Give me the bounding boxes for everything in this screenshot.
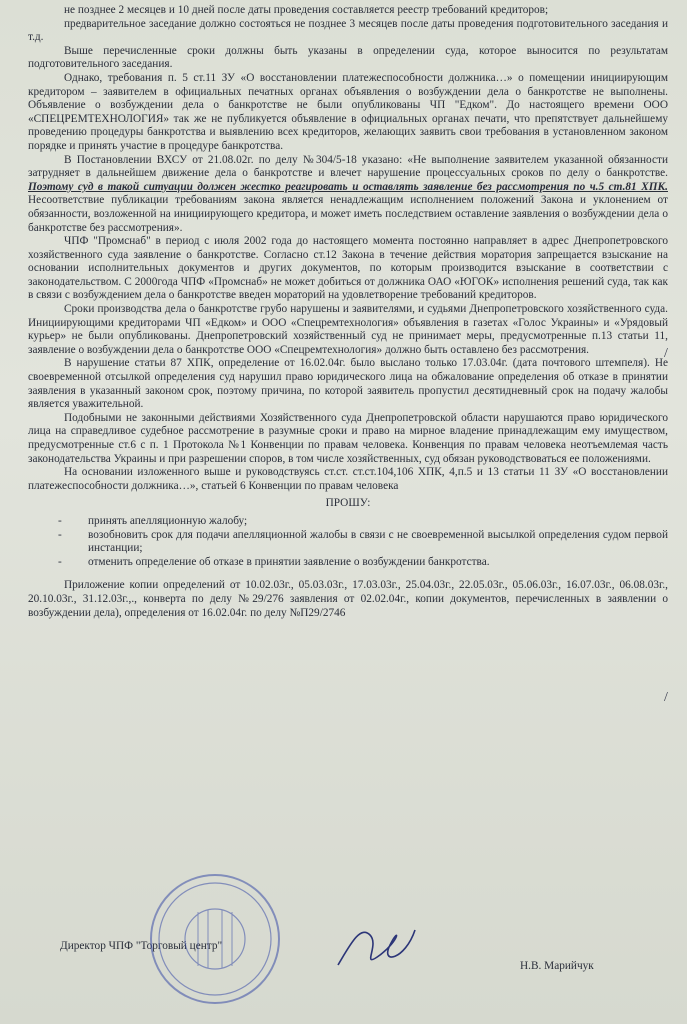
paragraph: не позднее 2 месяцев и 10 дней после даты проведения составляется реестр требований кредиторов;	[64, 4, 549, 16]
request-item: - отменить определение об отказе в принятии заявление о возбуждении банкротства.	[58, 556, 668, 570]
paragraph: В нарушение статьи 87 ХПК, определение от 16.02.04г. было выслано только 17.03.04г. (дата почтового штемпеля). Не своевременной отсылкой определения суд нарушил право юридического лица на обжалование определения об отказе в принятии заявления в указанный законом срок, поэтому причина, по которой заявитель пропустил десятидневный срок на подачу жалобы является уважительной.	[28, 357, 668, 411]
handwritten-signature-icon	[330, 915, 420, 975]
request-heading: ПРОШУ:	[325, 497, 371, 510]
margin-mark: /	[664, 690, 668, 705]
paragraph: Выше перечисленные сроки должны быть указаны в определении суда, которое выносится по результатам подготовительного заседания.	[28, 44, 668, 71]
signatory-name: Н.В. Марийчук	[520, 960, 594, 972]
paragraph: На основании изложенного выше и руководствуясь ст.ст. ст.ст.104,106 ХПК, 4,п.5 и 13 статьи 11 ЗУ «О восстановлении платежеспособности должника…», статьей 6 Конвенции по правам человека	[28, 466, 668, 492]
request-item: - принять апелляционную жалобу;	[58, 515, 668, 529]
paragraph: предварительное заседание должно состояться не позднее 3 месяцев после даты проведения подготовительного заседания и т.д.	[28, 17, 668, 44]
margin-mark: /	[664, 346, 668, 361]
emphasized-quote: Поэтому суд в такой ситуации должен жестко реагировать и оставлять заявление без рассмотрения по ч.5 ст.81 ХПК.	[28, 180, 668, 193]
attachments: Приложение копии определений от 10.02.03г., 05.03.03г., 17.03.03г., 25.04.03г., 22.05.03г., 05.06.03г., 16.07.03г., 06.08.03г., 20.10.03г., 31.12.03г.,., конверта по делу №29/276 заявления от 02.02.04г., копии документов, перечисленных в заявлении о возбуждении дела), определения от 16.02.04г. по делу №П29/2746	[28, 579, 668, 619]
round-stamp-icon	[148, 872, 282, 1006]
paragraph: Подобными не законными действиями Хозяйственного суда Днепропетровской области нарушаются право юридического лица на справедливое судебное рассмотрение в разумные сроки и право на мирное владение принадлежащим ему имуществом, предусмотренные ст.6 с п. 1 Протокола №1 Конвенции по правам человека. Конвенция по правам человека неотъемлемая часть законодательства Украины и при разрешении споров, в том числе хозяйственных, суд обязан руководствоваться ее положениями.	[28, 411, 668, 465]
paragraph-vxsu-ruling	[28, 154, 668, 236]
paragraph: Сроки производства дела о банкротстве грубо нарушены и заявителями, и судьями Днепропетровского хозяйственного суда. Инициирующими кредиторами ЧП «Едком» и ООО «Спецремтехнология» объявления в газетах «Голос Украины» и «Урядовый курьер» не были опубликованы. Днепропетровский хозяйственный суд не принимает меры, предусмотренные п.13 статьи 11, заявление о возбуждении дела о банкротстве ООО «Спецремтехнология» должно быть оставлено без рассмотрения.	[28, 303, 668, 356]
document-body	[28, 4, 668, 620]
paragraph: Однако, требования п. 5 ст.11 ЗУ «О восстановлении платежеспособности должника…» о помещении инициирующим кредитором – заявителем в официальных печатных органах объявления о возбуждении дела о банкротстве не выполнены. Объявление о возбуждении дела о банкротстве не были опубликованы ЧП "Едком". До настоящего времени ООО «СПЕЦРЕМТЕХНОЛОГИЯ» так же не публикуется объявление в официальных органах печати, что препятствует дальнейшему проведению процедуры банкротства и выявлению всех кредиторов, желающих заявить свои требования в установленном законом порядке и принять участие в процедуре банкротства.	[28, 71, 668, 152]
quote-text: Несоответствие публикации требованиям закона является ненадлежащим исполнением положений Закона и уклонением от обязанности, возложенной на инициирующего кредитора, и может иметь последствием оставление заявления о возбуждении дела о банкротстве без рассмотрения».	[28, 194, 668, 234]
paragraph: ЧПФ "Промснаб" в период с июля 2002 года до настоящего момента постоянно направляет в адрес Днепропетровского хозяйственного суда заявление о банкротстве. Согласно ст.12 Закона в течение действия моратория запрещается взыскание на основании исполнительных документов и других документов, по которым производится взыскание в соответствии с законодательством. С 2000года ЧПФ «Промснаб» не может добиться от должника ОАО «ЮГОК» исполнения решений суда, так как в связи с возбуждением дела о банкротстве введен мораторий на удовлетворение требований кредиторов.	[28, 235, 668, 302]
request-item: - возобновить срок для подачи апелляционной жалобы в связи с не своевременной высылкой определения судом первой инстанции;	[58, 529, 668, 556]
signatory-position: Директор ЧПФ "Торговый центр"	[60, 940, 223, 952]
quote-text: В Постановлении ВХСУ от 21.08.02г. по делу №304/5-18 указано: «Не выполнение заявителем указанной обязанности затрудняет в дальнейшем движение дела о банкротстве и влечет нарушение процессуальных сроков по делу о банкротстве.	[28, 153, 668, 180]
request-list	[28, 515, 668, 569]
